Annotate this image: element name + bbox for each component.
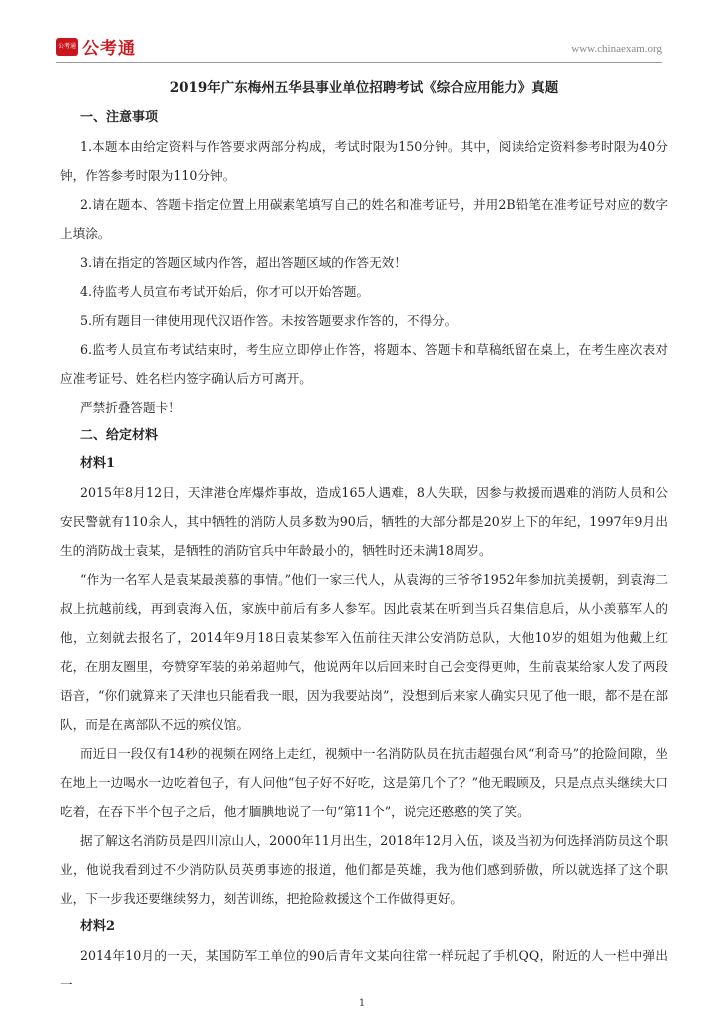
header-divider	[56, 62, 662, 63]
material-paragraph: 而近日一段仅有14秒的视频在网络上走红，视频中一名消防队员在抗击超强台风“利奇马”的抢险间隙，坐在地上一边喝水一边吃着包子，有人问他“包子好不好吃，这是第几个了？”他无暇顾及，只是点点头继续大口吃着，在吞下半个包子之后，他才腼腆地说了一句“第11个”，说完还憨憨的笑了笑。	[60, 746, 668, 819]
page-header	[56, 34, 662, 60]
site-url[interactable]: www.chinaexam.org	[571, 43, 662, 55]
material-2-label: 材料2	[80, 919, 116, 934]
section-heading-notes: 一、注意事项	[80, 110, 159, 125]
material-paragraph: 据了解这名消防员是四川凉山人，2000年11月出生，2018年12月入伍，谈及当初为何选择消防员这个职业，他说我看到过不少消防队员英勇事迹的报道，他们都是英雄，我为他们感到骄傲，所以就选择了这个职业，下一步我还要继续努力，刻苦训练，把抢险救援这个工作做得更好。	[60, 833, 668, 906]
notice-item: 6.监考人员宣布考试结束时，考生应立即停止作答，将题本、答题卡和草稿纸留在桌上，在考生座次表对应准考证号、姓名栏内签字确认后方可离开。	[60, 342, 668, 386]
notice-item: 严禁折叠答题卡！	[80, 400, 181, 415]
document-body	[60, 76, 668, 999]
notice-item: 2.请在题本、答题卡指定位置上用碳素笔填写自己的姓名和准考证号，并用2B铅笔在准考证号对应的数字上填涂。	[60, 197, 668, 241]
notice-item: 5.所有题目一律使用现代汉语作答。未按答题要求作答的，不得分。	[80, 313, 458, 328]
page-number: 1	[358, 998, 366, 1009]
material-paragraph: “作为一名军人是袁某最羡慕的事情。”他们一家三代人，从袁海的三爷爷1952年参加抗美援朝，到袁海二叔上抗越前线，再到袁海入伍，家族中前后有多人参军。因此袁某在听到当兵召集信息后，从小羡慕军人的他，立刻就去报名了，2014年9月18日袁某参军入伍前往天津公安消防总队，大他10岁的姐姐为他戴上红花，在朋友圈里，夸赞穿军装的弟弟超帅气，他说两年以后回来时自己会变得更帅，生前袁某给家人发了两段语音，“你们就算来了天津也只能看我一眼，因为我要站岗”，没想到后来家人确实只见了他一眼，都不是在部队，而是在离部队不远的殡仪馆。	[60, 572, 668, 732]
logo-text: 公考通	[82, 39, 136, 59]
logo[interactable]	[56, 34, 136, 59]
material-paragraph: 2014年10月的一天，某国防军工单位的90后青年文某向往常一样玩起了手机QQ，附近的人一栏中弹出一	[60, 948, 668, 992]
notice-item: 1.本题本由给定资料与作答要求两部分构成，考试时限为150分钟。其中，阅读给定资料参考时限为40分钟，作答参考时限为110分钟。	[60, 139, 668, 183]
material-1-label: 材料1	[80, 456, 116, 471]
section-heading-materials: 二、给定材料	[80, 428, 159, 443]
logo-badge: 公考通	[56, 38, 78, 56]
material-paragraph: 2015年8月12日，天津港仓库爆炸事故，造成165人遇难，8人失联，因参与救援而遇难的消防人员和公安民警就有110余人，其中牺牲的消防人员多数为90后，牺牲的大部分都是20岁上下的年纪，1997年9月出生的消防战士袁某，是牺牲的消防官兵中年龄最小的，牺牲时还未满18周岁。	[60, 485, 668, 558]
document-title: 2019年广东梅州五华县事业单位招聘考试《综合应用能力》真题	[169, 80, 559, 96]
notice-item: 4.待监考人员宣布考试开始后，你才可以开始答题。	[80, 284, 370, 299]
notice-item: 3.请在指定的答题区域内作答，超出答题区域的作答无效！	[80, 255, 407, 270]
